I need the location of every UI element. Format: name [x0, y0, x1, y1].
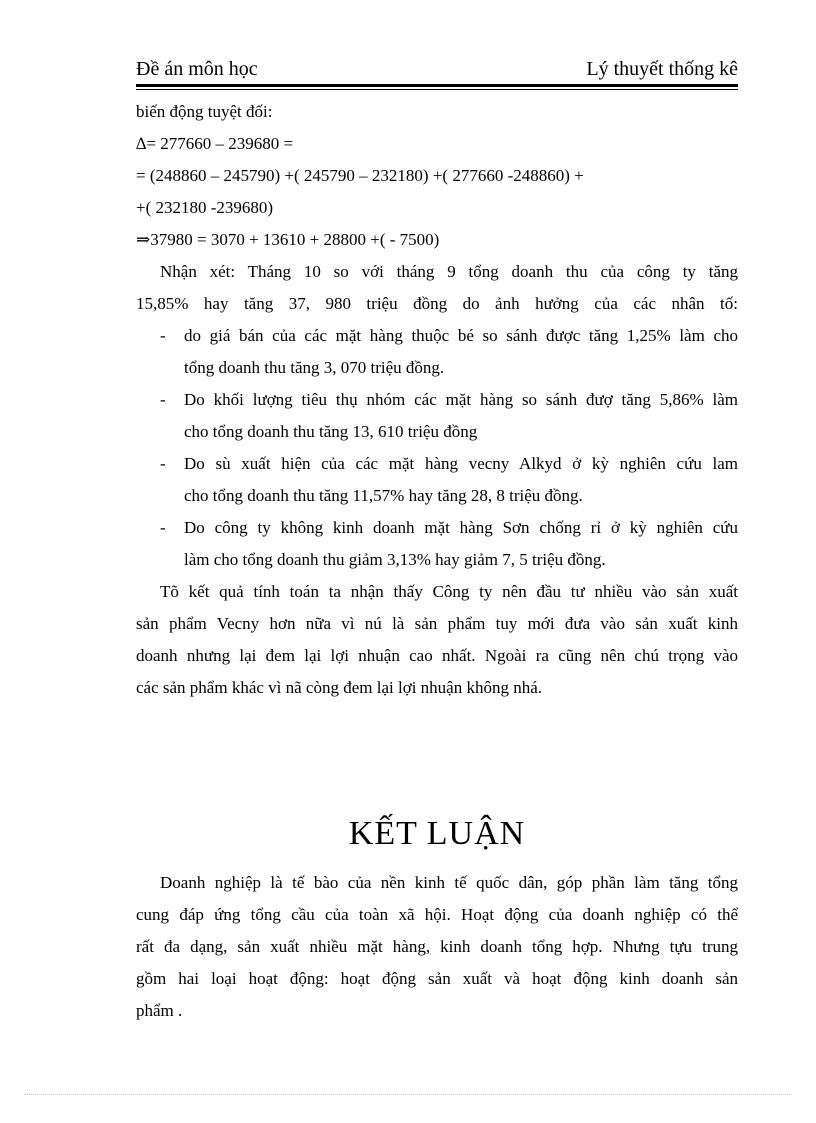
analysis-result: ⇒37980 = 3070 + 13610 + 28800 +( - 7500) — [136, 230, 440, 249]
bullet-marker: - — [160, 454, 166, 473]
paragraph-line: các sản phẩm khác vì nã còng đem lại lợi nhuận không nhá. — [136, 678, 543, 697]
header-course-title: Đề án môn học — [136, 58, 258, 80]
factor-list — [136, 320, 738, 576]
list-item-text: Do sù xuất hiện của các mặt hàng vecny Alkyd ở kỳ nghiên cứu lam — [184, 454, 738, 473]
header-subject-title: Lý thuyết thống kê — [586, 58, 738, 80]
bullet-marker: - — [160, 326, 166, 345]
list-item-text: cho tổng doanh thu tăng 13, 610 triệu đồng — [184, 422, 478, 441]
paragraph-line: doanh nhưng lại đem lại lợi nhuận cao nhất. Ngoài ra cũng nên chú trọng vào — [136, 646, 738, 665]
analysis-formula: = (248860 – 245790) +( 245790 – 232180) +( 277660 -248860) + — [136, 166, 584, 185]
list-item-text: do giá bán của các mặt hàng thuộc bé so sánh được tăng 1,25% làm cho — [184, 326, 738, 345]
paragraph-line: phẩm . — [136, 1001, 183, 1020]
list-item — [136, 384, 738, 416]
paragraph-line: cung đáp ứng tổng cầu của toàn xã hội. Hoạt động của doanh nghiệp có thể — [136, 905, 738, 924]
bullet-marker: - — [160, 518, 166, 537]
page-bottom-divider — [24, 1094, 792, 1095]
analysis-block — [136, 96, 738, 256]
analysis-formula: +( 232180 -239680) — [136, 198, 274, 217]
analysis-formula: ∆= 277660 – 239680 = — [136, 134, 294, 153]
remark-line: Nhận xét: Tháng 10 so với tháng 9 tổng doanh thu của công ty tăng — [160, 262, 738, 281]
list-item-text: Do công ty không kinh doanh mặt hàng Sơn chống rỉ ở kỳ nghiên cứu — [184, 518, 738, 537]
recommendation-paragraph — [136, 576, 738, 704]
paragraph-line: rất đa dạng, sản xuất nhiều mặt hàng, kinh doanh tổng hợp. Nhưng tựu trung — [136, 937, 738, 956]
conclusion-paragraph — [136, 867, 738, 1027]
list-item-text: làm cho tổng doanh thu giảm 3,13% hay giảm 7, 5 triệu đồng. — [184, 550, 606, 569]
list-item — [136, 320, 738, 352]
paragraph-line: sản phẩm Vecny hơn nữa vì nú là sản phẩm tuy mới đưa vào sản xuất kinh — [136, 614, 738, 633]
section-heading: KẾT LUẬN — [348, 815, 526, 852]
paragraph-line: Tõ kết quả tính toán ta nhận thấy Công ty nên đầu tư nhiều vào sản xuất — [160, 582, 738, 601]
analysis-line: biến động tuyệt đối: — [136, 102, 273, 121]
paragraph-line: gồm hai loại hoạt động: hoạt động sản xuất và hoạt động kinh doanh sản — [136, 969, 738, 988]
header-rule-thick — [136, 84, 738, 87]
list-item — [136, 448, 738, 480]
list-item — [136, 512, 738, 544]
list-item-text: Do khối lượng tiêu thụ nhóm các mặt hàng so sánh đượ tăng 5,86% làm — [184, 390, 738, 409]
remark-line: 15,85% hay tăng 37, 980 triệu đồng do ảnh hưởng của các nhân tố: — [136, 294, 738, 313]
bullet-marker: - — [160, 390, 166, 409]
list-item-text: cho tổng doanh thu tăng 11,57% hay tăng 28, 8 triệu đồng. — [184, 486, 583, 505]
page-header — [136, 56, 738, 84]
header-rule-thin — [136, 89, 738, 90]
list-item-text: tổng doanh thu tăng 3, 070 triệu đồng. — [184, 358, 445, 377]
paragraph-line: Doanh nghiệp là tế bào của nền kinh tế quốc dân, góp phần làm tăng tổng — [160, 873, 738, 892]
remark-paragraph — [136, 256, 738, 320]
